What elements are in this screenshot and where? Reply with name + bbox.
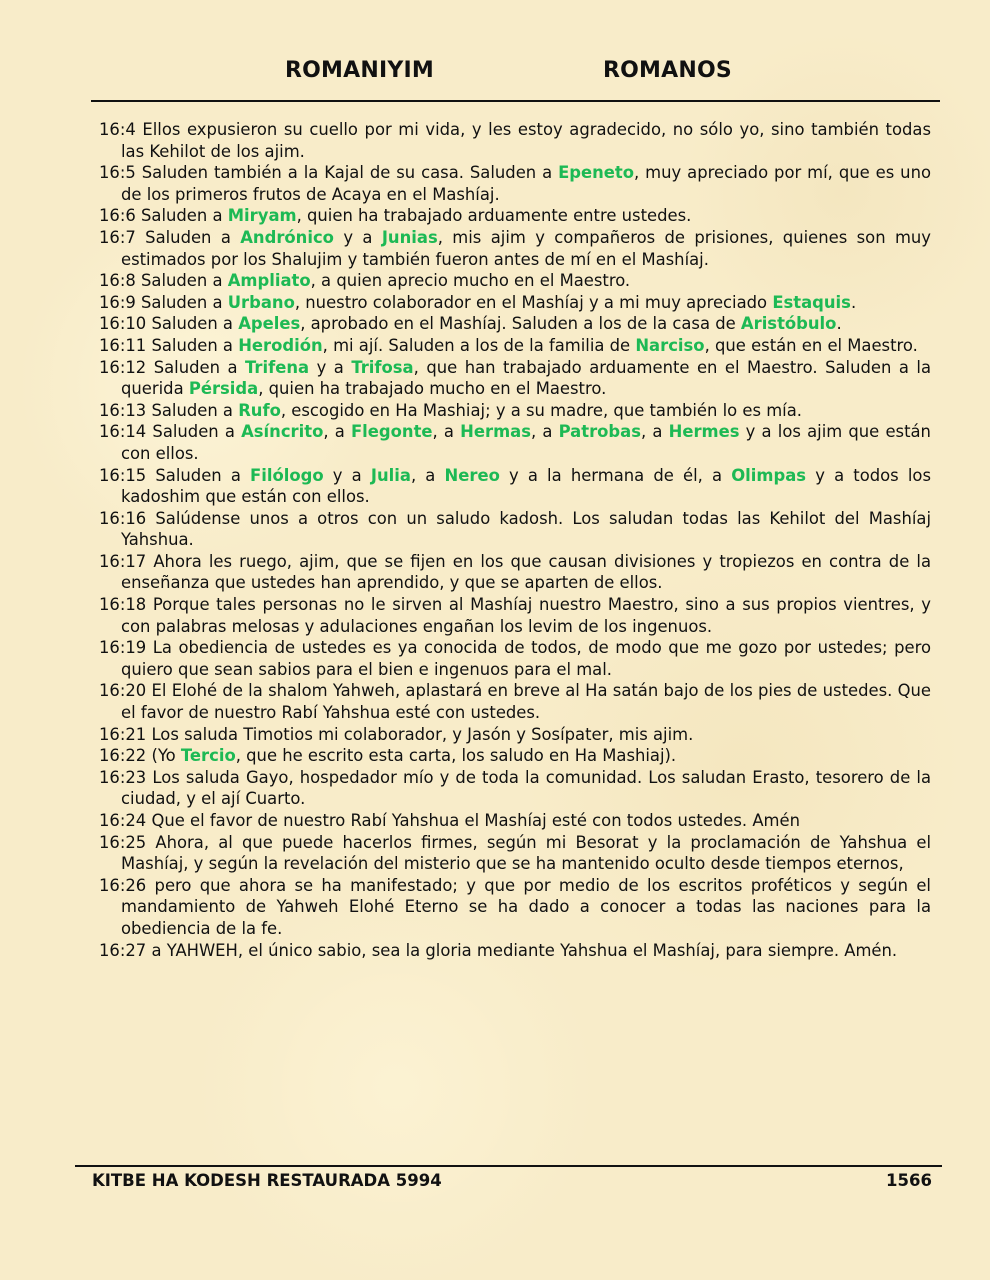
highlighted-name: Trifena (245, 357, 310, 377)
verse (99, 745, 931, 767)
verse (99, 551, 931, 594)
verse-text: 16:23 Los saluda Gayo, hospedador mío y de toda la comunidad. Los saludan Erasto, tesorero de la ciudad, y el ají Cuarto. (99, 767, 931, 809)
verse-text: 16:15 Saluden a (99, 465, 251, 485)
verse (99, 465, 931, 508)
highlighted-name: Junias (381, 227, 438, 247)
highlighted-name: Urbano (227, 292, 295, 312)
highlighted-name: Estaquis (772, 292, 851, 312)
verse-text: , a (432, 422, 461, 442)
verse-text: y a (323, 465, 371, 485)
verse-text: , mis ajim y compañeros de prisiones, quienes son muy estimados por los Shalujim y también fueron antes de mí en el Mashíaj. (121, 227, 932, 269)
verse-text: 16:8 Saluden a (99, 271, 228, 291)
verse-text: 16:13 Saluden a (99, 400, 239, 420)
footer-book-title: KITBE HA KODESH RESTAURADA 5994 (92, 1171, 442, 1190)
verse-text: , quien ha trabajado arduamente entre ustedes. (296, 206, 692, 226)
verse-text: 16:11 Saluden a (99, 335, 239, 355)
highlighted-name: Andrónico (240, 227, 334, 247)
verse-text: y a la hermana de él, a (499, 465, 732, 485)
highlighted-name: Flegonte (350, 422, 433, 442)
highlighted-name: Pérsida (188, 379, 259, 399)
highlighted-name: Epeneto (558, 163, 635, 183)
verse-text: . (850, 292, 857, 312)
verse-text: y a (309, 357, 352, 377)
verse (99, 335, 931, 357)
verse (99, 875, 931, 940)
verse-text: 16:9 Saluden a (99, 292, 228, 312)
highlighted-name: Nereo (444, 465, 500, 485)
verse (99, 508, 931, 551)
verse (99, 810, 931, 832)
highlighted-name: Ampliato (227, 271, 311, 291)
header-title-hebrew: ROMANIYIM (285, 58, 434, 83)
verse-text: 16:25 Ahora, al que puede hacerlos firmes, según mi Besorat y la proclamación de Yahshua el Mashíaj, y según la revelación del misterio que se ha mantenido oculto desde tiempos eternos, (99, 832, 931, 874)
verse-text: 16:18 Porque tales personas no le sirven al Mashíaj nuestro Maestro, sino a sus propios vientres, y con palabras melosas y adulaciones engañan los levim de los ingenuos. (99, 595, 931, 636)
verse (99, 594, 931, 637)
verse-text: , a quien aprecio mucho en el Maestro. (310, 271, 631, 291)
highlighted-name: Aristóbulo (740, 314, 837, 334)
verse (99, 680, 931, 723)
page-header (0, 58, 990, 90)
highlighted-name: Julia (370, 465, 411, 485)
verse (99, 767, 931, 810)
verse-text: 16:7 Saluden a (99, 227, 241, 247)
verse-text: , mi ají. Saluden a los de la familia de (322, 335, 636, 355)
verse-text: y a los ajim que están con ellos. (121, 422, 931, 463)
verse (99, 832, 931, 875)
verse-text: y a (333, 227, 382, 247)
verse-text: , quien ha trabajado mucho en el Maestro. (258, 379, 607, 399)
highlighted-name: Trifosa (351, 357, 414, 377)
verse-text: 16:26 pero que ahora se ha manifestado; y que por medio de los escritos proféticos y según el mandamiento de Yahweh Elohé Eterno se ha dado a conocer a todas las naciones para la obediencia de la fe. (99, 875, 931, 938)
verse-text: , que han trabajado arduamente en el Maestro. Saluden a la querida (121, 357, 932, 399)
verse-text: 16:17 Ahora les ruego, ajim, que se fijen en los que causan divisiones y tropiezos en contra de la enseñanza que ustedes han aprendido, y que se aparten de ellos. (99, 551, 931, 593)
verse-text: , muy apreciado por mí, que es uno de los primeros frutos de Acaya en el Mashíaj. (121, 163, 931, 204)
verse-text: , a (410, 465, 445, 485)
footer-divider (75, 1165, 942, 1167)
verse-text: 16:22 (Yo (99, 746, 181, 766)
header-title-spanish: ROMANOS (603, 58, 732, 83)
verse (99, 227, 931, 270)
verse-text: 16:10 Saluden a (99, 314, 239, 334)
verse-text: 16:24 Que el favor de nuestro Rabí Yahshua el Mashíaj esté con todos ustedes. Amén (99, 811, 800, 830)
verse (99, 162, 931, 205)
highlighted-name: Rufo (238, 400, 281, 420)
verse-text: 16:21 Los saluda Timotios mi colaborador, y Jasón y Sosípater, mis ajim. (99, 724, 694, 744)
highlighted-name: Hermas (460, 422, 531, 442)
page-number: 1566 (886, 1171, 932, 1190)
verse-text: . (836, 314, 842, 334)
highlighted-name: Miryam (227, 206, 297, 226)
verse-text: , que he escrito esta carta, los saludo en Ha Mashiaj). (235, 746, 677, 766)
verse-text: 16:6 Saluden a (99, 206, 228, 226)
verse-text: , nuestro colaborador en el Mashíaj y a mi muy apreciado (294, 292, 773, 312)
verse (99, 205, 931, 227)
verse-text: 16:12 Saluden a (99, 357, 246, 377)
verse-text: , a (640, 422, 669, 442)
verse (99, 357, 931, 400)
verse (99, 421, 931, 464)
highlighted-name: Apeles (238, 314, 301, 334)
highlighted-name: Herodión (238, 335, 323, 355)
highlighted-name: Hermes (668, 422, 740, 442)
verse-text: , aprobado en el Mashíaj. Saluden a los de la casa de (300, 314, 741, 334)
verse-text: , que están en el Maestro. (704, 335, 918, 355)
verse (99, 292, 931, 314)
highlighted-name: Tercio (180, 746, 236, 766)
verse (99, 724, 931, 746)
verse-text: 16:19 La obediencia de ustedes es ya conocida de todos, de modo que me gozo por ustedes; pero quiero que sean sabios para el bien e ingenuos para el mal. (99, 638, 931, 679)
highlighted-name: Narciso (635, 335, 705, 355)
verse-text: 16:4 Ellos expusieron su cuello por mi vida, y les estoy agradecido, no sólo yo, sino también todas las Kehilot de los ajim. (99, 120, 931, 161)
verse-text: y a todos los kadoshim que están con ellos. (121, 465, 931, 507)
verse (99, 637, 931, 680)
highlighted-name: Asíncrito (241, 422, 324, 442)
verse-text: 16:16 Salúdense unos a otros con un saludo kadosh. Los saludan todas las Kehilot del Mashíaj Yahshua. (99, 508, 931, 550)
highlighted-name: Patrobas (558, 422, 641, 442)
highlighted-name: Filólogo (250, 465, 324, 485)
verse-text: 16:14 Saluden a (99, 422, 242, 442)
verse (99, 313, 931, 335)
verse (99, 940, 931, 962)
verse (99, 400, 931, 422)
scripture-text (99, 119, 931, 961)
verse-text: , escogido en Ha Mashiaj; y a su madre, que también lo es mía. (280, 400, 802, 420)
verse-text: 16:27 a YAHWEH, el único sabio, sea la gloria mediante Yahshua el Mashíaj, para siempre. Amén. (99, 940, 898, 960)
verse-text: 16:5 Saluden también a la Kajal de su casa. Saluden a (99, 163, 559, 183)
verse (99, 270, 931, 292)
verse-text: 16:20 El Elohé de la shalom Yahweh, aplastará en breve al Ha satán bajo de los pies de ustedes. Que el favor de nuestro Rabí Yahshua esté con ustedes. (99, 681, 931, 723)
header-divider (91, 100, 940, 102)
verse-text: , a (530, 422, 559, 442)
verse (99, 119, 931, 162)
highlighted-name: Olimpas (731, 465, 807, 485)
verse-text: , a (323, 422, 351, 442)
